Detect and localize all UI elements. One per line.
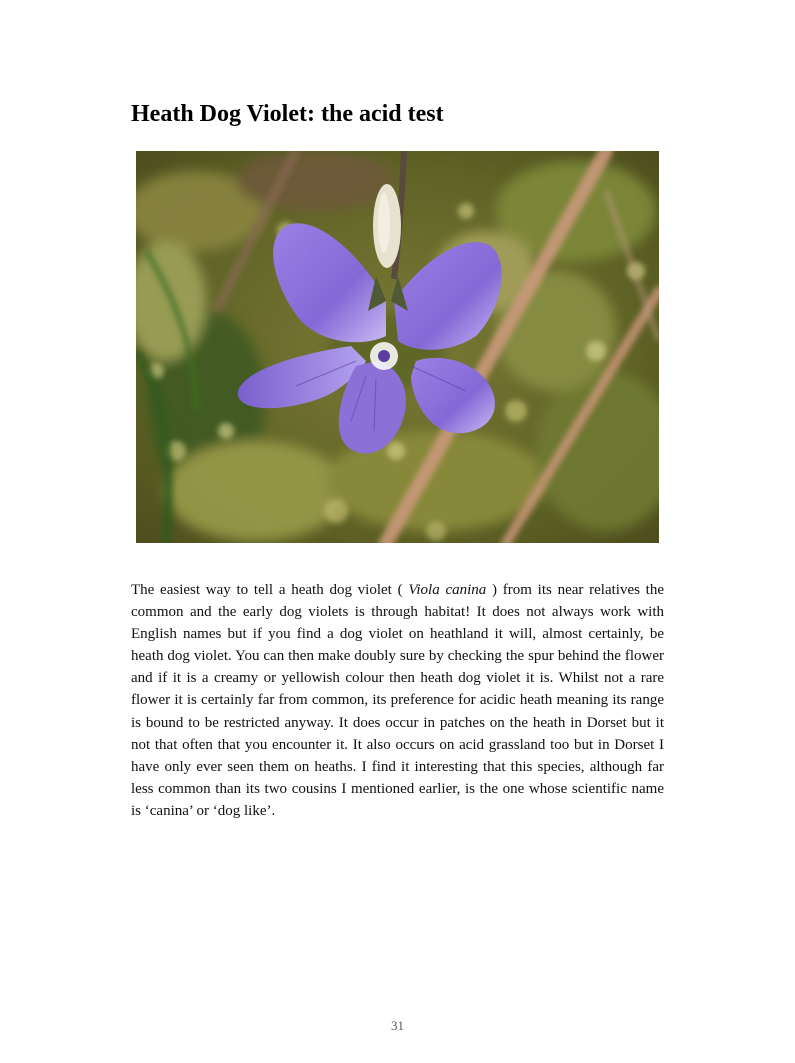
paragraph-lead: The easiest way to tell a heath dog violet ( [131,582,403,598]
violet-flower-image [136,151,659,543]
scientific-name: Viola canina [408,582,487,598]
page-number: 31 [391,1018,404,1033]
paragraph-rest: ) from its near relatives the common and the early dog violets is through habitat! It does not always work with English names but if you find a dog violet on heathland it will, almost certainly, be heath dog violet. You can then make doubly sure by checking the spur behind the flower and if it is a creamy or yellowish colour then heath dog violet it is. Whilst not a rare flower it is certainly far from common, its preference for acidic heath meaning its range is bound to be restricted anyway. It does occur in patches on the heath in Dorset but it not that often that you encounter it. It also occurs on acid grassland too but in Dorset I have only ever seen them on heaths. I find it interesting that this species, although far less common than its two cousins I mentioned earlier, is the one whose scientific name is ‘canina’ or ‘dog like’. [131,582,664,819]
violet-photo [136,151,659,543]
page-title: Heath Dog Violet: the acid test [131,101,444,127]
body-paragraph [131,579,664,822]
